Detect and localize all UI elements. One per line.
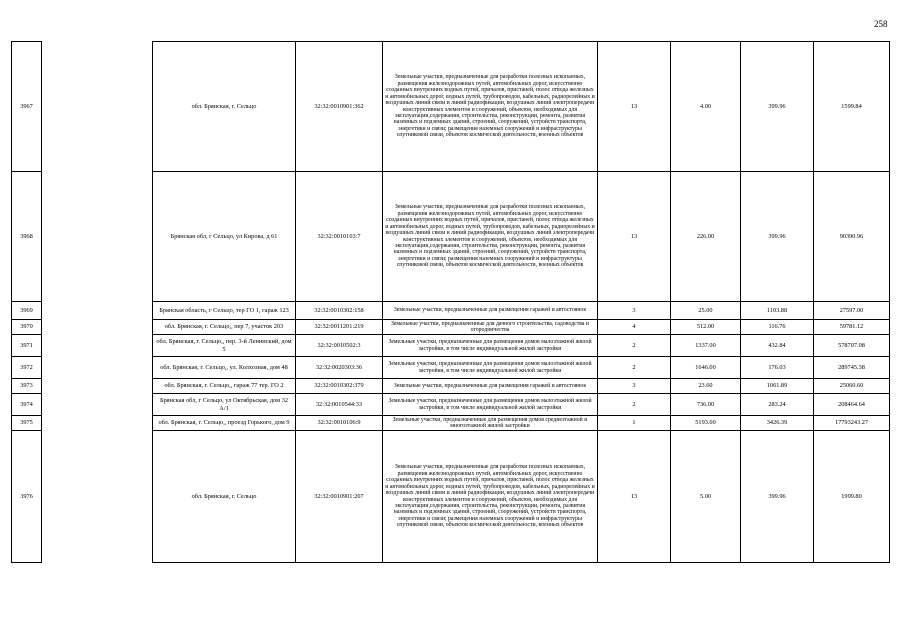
blank-cell [42, 172, 153, 302]
row-number-cell: 3972 [12, 357, 42, 379]
area-cell: 25.00 [671, 302, 741, 320]
cadastral-value-cell: 59781.12 [814, 320, 890, 335]
area-cell: 4.00 [671, 42, 741, 172]
cadastral-number-cell: 32:32:0010544:33 [296, 394, 383, 416]
cadastral-value-cell: 90390.96 [814, 172, 890, 302]
table-row [12, 394, 890, 416]
blank-cell [42, 357, 153, 379]
land-use-cell: Земельные участки, предназначенные для размещения домов среднеэтажной и многоэтажной жилой застройки [383, 416, 598, 431]
cadastral-number-cell: 32:32:0010302:158 [296, 302, 383, 320]
area-cell: 736.00 [671, 394, 741, 416]
cadastral-number-cell: 32:32:0010302:379 [296, 379, 383, 394]
blank-cell [42, 416, 153, 431]
land-use-cell: Земельные участки, предназначенные для размещения гаражей и автостоянок [383, 379, 598, 394]
group-number-cell: 13 [598, 431, 671, 563]
land-use-cell: Земельные участки, предназначенные для размещения домов малоэтажной жилой застройки, в том числе индивидуальной жилой застройки [383, 357, 598, 379]
land-use-cell: Земельные участки, предназначенные для разработки полезных ископаемых, размещения железнодорожных путей, автомобильных дорог, искусственно созданных внутренних водных путей, причалов, пристаней, полос отвода железных и автомобильных дорог, водных путей, трубопроводов, кабельных, радиорелейных и воздушных линий связи и линий радиофикации, воздушных линий электропередачи конструктивных элементов и сооружений, объектов, необходимых для эксплуатации,содержания, строительства, реконструкции, ремонта, развития наземных и подземных зданий, строений, сооружений, устройств транспорта, энергетики и связи; размещения наземных сооружений и инфраструктуры спутниковой связи, объектов космической деятельности, военных объектов [383, 42, 598, 172]
land-use-cell: Земельные участки, предназначенные для дачного строительства, садоводства и огородничества [383, 320, 598, 335]
table-row [12, 302, 890, 320]
cadastral-number-cell: 32:32:0010901:207 [296, 431, 383, 563]
group-number-cell: 2 [598, 394, 671, 416]
area-cell: 226.00 [671, 172, 741, 302]
specific-value-cell: 1103.88 [741, 302, 814, 320]
table-row [12, 320, 890, 335]
blank-cell [42, 431, 153, 563]
specific-value-cell: 399.96 [741, 431, 814, 563]
row-number-cell: 3974 [12, 394, 42, 416]
cadastral-value-cell: 208464.64 [814, 394, 890, 416]
group-number-cell: 13 [598, 172, 671, 302]
specific-value-cell: 283.24 [741, 394, 814, 416]
address-cell: обл. Брянская, г. Сельцо,, проезд Горького, дом 9 [153, 416, 296, 431]
address-cell: Брянская обл, г Сельцо, ул Кирова, д 61 [153, 172, 296, 302]
blank-cell [42, 42, 153, 172]
specific-value-cell: 116.76 [741, 320, 814, 335]
land-use-cell: Земельные участки, предназначенные для размещения гаражей и автостоянок [383, 302, 598, 320]
address-cell: Брянская область, г Сельцо, тер ГО 1, гараж 123 [153, 302, 296, 320]
cadastral-value-cell: 25060.60 [814, 379, 890, 394]
group-number-cell: 3 [598, 302, 671, 320]
area-cell: 5193.00 [671, 416, 741, 431]
land-use-cell: Земельные участки, предназначенные для размещения домов малоэтажной жилой застройки, в том числе индивидуальной жилой застройки [383, 335, 598, 357]
area-cell: 23.60 [671, 379, 741, 394]
address-cell: обл. Брянская, г. Сельцо,, пер. 3-й Ленинский, дом 5 [153, 335, 296, 357]
group-number-cell: 13 [598, 42, 671, 172]
group-number-cell: 2 [598, 357, 671, 379]
cadastral-value-cell: 27597.00 [814, 302, 890, 320]
cadastral-value-cell: 17793243.27 [814, 416, 890, 431]
group-number-cell: 2 [598, 335, 671, 357]
specific-value-cell: 1061.89 [741, 379, 814, 394]
cadastral-value-cell: 578707.08 [814, 335, 890, 357]
specific-value-cell: 399.96 [741, 172, 814, 302]
cadastral-value-cell: 289745.38 [814, 357, 890, 379]
table-row [12, 335, 890, 357]
table-row [12, 416, 890, 431]
specific-value-cell: 432.84 [741, 335, 814, 357]
cadastral-number-cell: 32:32:0020303:36 [296, 357, 383, 379]
address-cell: Брянская обл, г Сельцо, ул Октябрьская, дом 32 А/1 [153, 394, 296, 416]
area-cell: 1646.00 [671, 357, 741, 379]
group-number-cell: 1 [598, 416, 671, 431]
row-number-cell: 3975 [12, 416, 42, 431]
cadastral-number-cell: 32:32:0010103:7 [296, 172, 383, 302]
cadastral-number-cell: 32:32:0010106:9 [296, 416, 383, 431]
blank-cell [42, 335, 153, 357]
specific-value-cell: 399.96 [741, 42, 814, 172]
land-use-cell: Земельные участки, предназначенные для размещения домов малоэтажной жилой застройки, в том числе индивидуальной жилой застройки [383, 394, 598, 416]
blank-cell [42, 394, 153, 416]
row-number-cell: 3971 [12, 335, 42, 357]
land-use-cell: Земельные участки, предназначенные для разработки полезных ископаемых, размещения железнодорожных путей, автомобильных дорог, искусственно созданных внутренних водных путей, причалов, пристаней, полос отвода железных и автомобильных дорог, водных путей, трубопроводов, кабельных, радиорелейных и воздушных линий связи и линий радиофикации, воздушных линий электропередачи конструктивных элементов и сооружений, объектов, необходимых для эксплуатации,содержания, строительства, реконструкции, ремонта, развития наземных и подземных зданий, строений, сооружений, устройств транспорта, энергетики и связи; размещения наземных сооружений и инфраструктуры спутниковой связи, объектов космической деятельности, военных объектов [383, 431, 598, 563]
cadastral-number-cell: 32:32:0011201:219 [296, 320, 383, 335]
cadastral-value-cell: 1999.80 [814, 431, 890, 563]
area-cell: 5.00 [671, 431, 741, 563]
row-number-cell: 3970 [12, 320, 42, 335]
specific-value-cell: 176.03 [741, 357, 814, 379]
table-row [12, 172, 890, 302]
blank-cell [42, 320, 153, 335]
row-number-cell: 3968 [12, 172, 42, 302]
address-cell: обл. Брянская, г. Сельцо,, гараж 77 тер. ГО 2 [153, 379, 296, 394]
page-number: 258 [874, 19, 888, 29]
area-cell: 512.00 [671, 320, 741, 335]
cadastral-value-table [11, 41, 890, 563]
row-number-cell: 3967 [12, 42, 42, 172]
address-cell: обл. Брянская, г. Сельцо,, ул. Колхозная, дом 48 [153, 357, 296, 379]
blank-cell [42, 379, 153, 394]
group-number-cell: 3 [598, 379, 671, 394]
blank-cell [42, 302, 153, 320]
cadastral-number-cell: 32:32:0010502:3 [296, 335, 383, 357]
table-row [12, 42, 890, 172]
cadastral-value-cell: 1599.84 [814, 42, 890, 172]
table-row [12, 379, 890, 394]
table-row [12, 431, 890, 563]
row-number-cell: 3973 [12, 379, 42, 394]
row-number-cell: 3976 [12, 431, 42, 563]
land-use-cell: Земельные участки, предназначенные для разработки полезных ископаемых, размещения железнодорожных путей, автомобильных дорог, искусственно созданных внутренних водных путей, причалов, пристаней, полос отвода железных и автомобильных дорог, водных путей, трубопроводов, кабельных, радиорелейных и воздушных линий связи и линий радиофикации, воздушных линий электропередачи конструктивных элементов и сооружений, объектов, необходимых для эксплуатации,содержания, строительства, реконструкции, ремонта, развития наземных и подземных зданий, строений, сооружений, устройств транспорта, энергетики и связи; размещения наземных сооружений и инфраструктуры спутниковой связи, объектов космической деятельности, военных объектов [383, 172, 598, 302]
specific-value-cell: 3426.39 [741, 416, 814, 431]
area-cell: 1337.00 [671, 335, 741, 357]
row-number-cell: 3969 [12, 302, 42, 320]
table-row [12, 357, 890, 379]
cadastral-number-cell: 32:32:0010901:362 [296, 42, 383, 172]
address-cell: обл. Брянская, г. Сельцо [153, 42, 296, 172]
address-cell: обл. Брянская, г. Сельцо,, пер 7, участок 203 [153, 320, 296, 335]
address-cell: обл. Брянская, г. Сельцо [153, 431, 296, 563]
group-number-cell: 4 [598, 320, 671, 335]
